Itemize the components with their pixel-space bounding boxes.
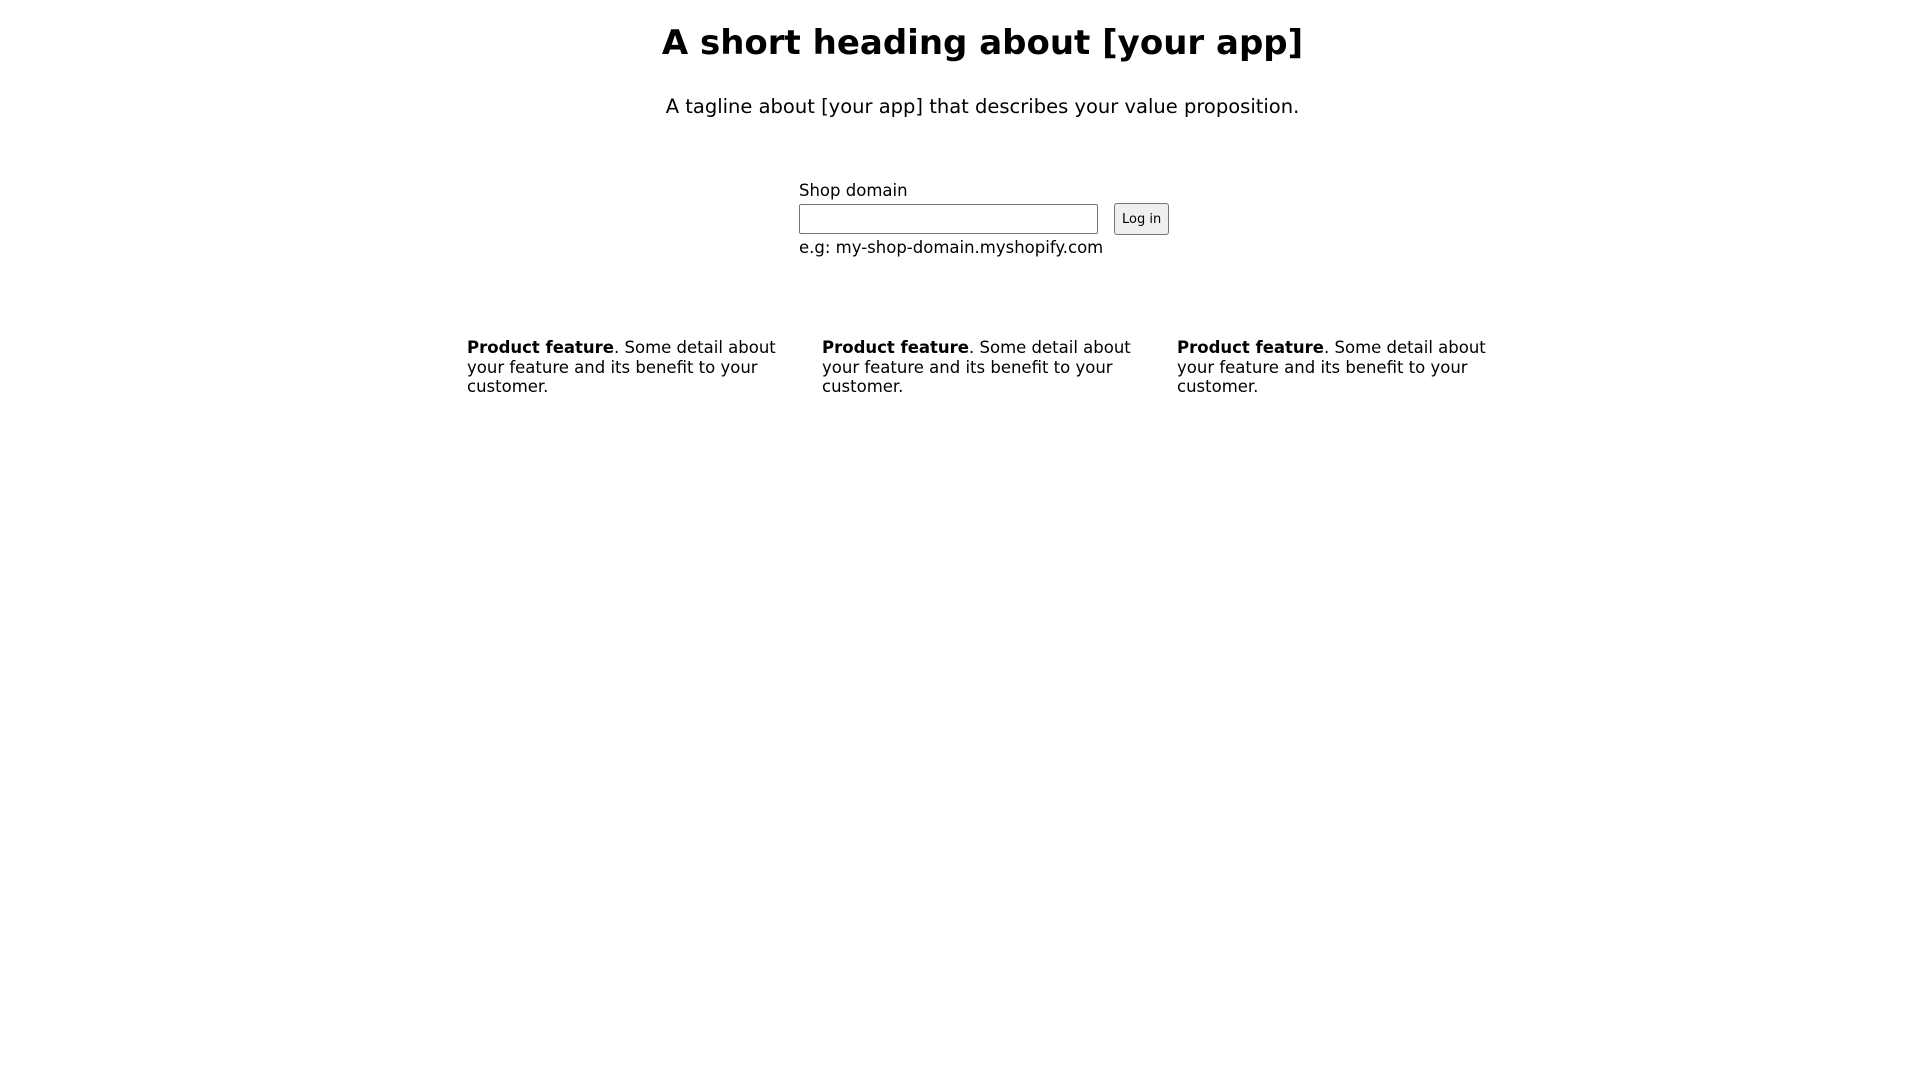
shop-domain-label: Shop domain xyxy=(799,181,908,200)
feature-title: Product feature xyxy=(822,338,970,357)
login-row xyxy=(799,203,1169,235)
feature-item xyxy=(467,338,779,397)
feature-description: . Some detail about your feature and its benefit to your customer. xyxy=(467,338,776,396)
login-form xyxy=(799,180,1169,259)
shop-domain-input[interactable] xyxy=(799,204,1098,234)
features-list xyxy=(467,338,1489,397)
log-in-button[interactable]: Log in xyxy=(1114,203,1169,235)
shop-domain-hint: e.g: my-shop-domain.myshopify.com xyxy=(799,238,1104,257)
feature-description: . Some detail about your feature and its benefit to your customer. xyxy=(1177,338,1486,396)
feature-title: Product feature xyxy=(467,338,615,357)
page-title: A short heading about [your app] xyxy=(661,23,1304,63)
feature-item xyxy=(822,338,1134,397)
feature-item xyxy=(1177,338,1489,397)
page-tagline: A tagline about [your app] that describes your value proposition. xyxy=(665,95,1300,118)
feature-title: Product feature xyxy=(1177,338,1325,357)
feature-description: . Some detail about your feature and its benefit to your customer. xyxy=(822,338,1131,396)
